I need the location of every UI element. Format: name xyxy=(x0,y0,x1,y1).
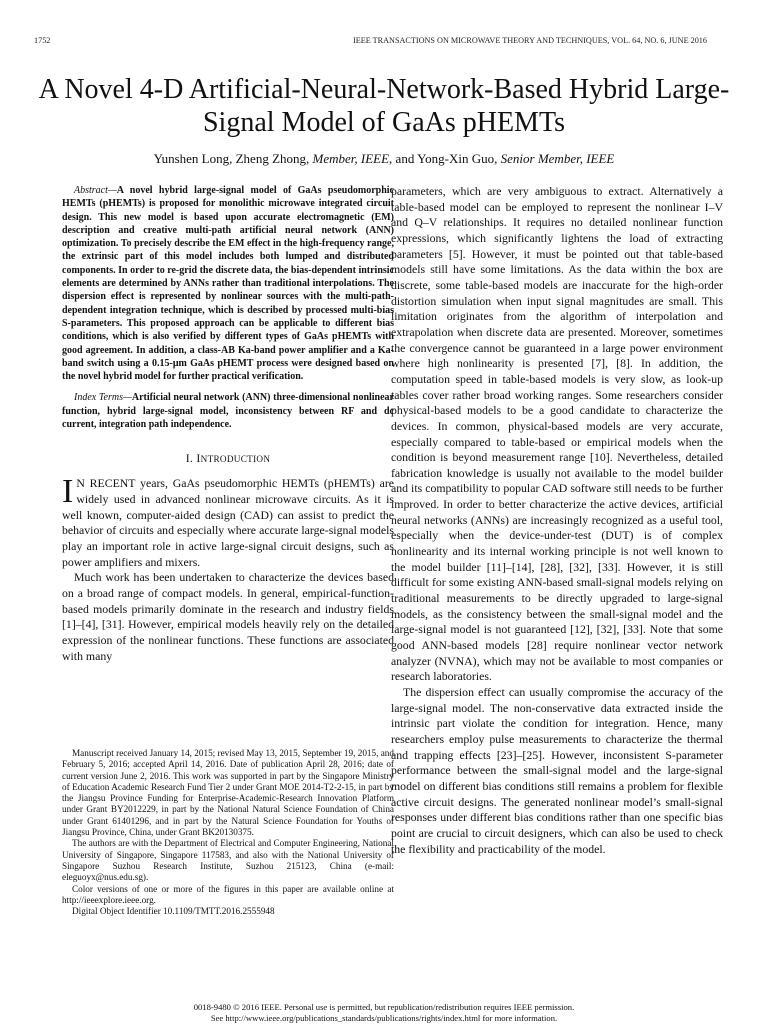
drop-cap: I xyxy=(62,473,74,511)
footnotes xyxy=(62,748,394,917)
abstract xyxy=(62,184,394,383)
author-role-1: Member, IEEE xyxy=(312,151,390,166)
paper-title: A Novel 4-D Artificial-Neural-Network-Based Hybrid Large-Signal Model of GaAs pHEMTs xyxy=(38,74,730,138)
index-terms-label: Index Terms— xyxy=(74,392,132,404)
footnote-doi: Digital Object Identifier 10.1109/TMTT.2016.2555948 xyxy=(72,906,275,917)
copyright-line-1: 0018-9480 © 2016 IEEE. Personal use is permitted, but republication/redistribution requires IEEE permission. xyxy=(193,1002,575,1012)
abstract-text: A novel hybrid large-signal model of GaAs pseudomorphic HEMTs (pHEMTs) is proposed for monolithic microwave integrated circuit design. This new model is based upon accurate electromagnetic (EM) description and creative multi-path artificial neural network (ANN) optimization. To precisely describe the EM effect in the high-frequency range, the extrinsic part of this model includes both lumped and distributed components. In order to re-grid the discrete data, the bias-dependent intrinsic elements are determined by ANNs rather than traditional interpolations. The dispersion effect is represented by nonlinear sources with the multi-path-dependent integration technique, which is described by processed multi-bias S-parameters. This proposed approach can be applicable to different bias conditions, which is also verified by different types of GaAs pHEMTs with good agreement. In addition, a class-AB Ka-band power amplifier and a Ka-band switch using a 0.15-μm GaAs pHEMT process were designed based on the novel hybrid model for further practical verification. xyxy=(62,185,394,383)
section-heading-introduction: I. INTRODUCTION xyxy=(185,451,271,466)
left-column xyxy=(62,184,394,664)
index-terms xyxy=(62,391,394,431)
right-paragraph-1: parameters, which are very ambiguous to extract. Alternatively a table-based model can be employed to represent the nonlinear I–V and Q–V relationships. It requires no detailed nonlinear function expressions, which significantly lightens the load of extracting parameters [5]. However, it must be pointed out that table-based models still have some limitations. As the data within the box are discrete, some table-based models are inaccurate for the high-order distortion simulation when input signal magnitudes are small. This limitation originates from the algorithm of interpolation and extrapolation when discrete data are presented. Moreover, sometimes the convergence cannot be guaranteed in a large power environment where high nonlinearity is presented [7], [8]. In addition, the computation speed in table-based models is very slow, as look-up tables cover rather broad working ranges. Some researchers consider physical-based models to be a good candidate to characterize the devices. In common, physical-based models are very accurate, especially compared to table-based or empirical models when the condition is beyond measurement range [10]. Nevertheless, detailed fabrication knowledge is usually not available to the model builder and its compatibility to popular CAD software still needs to be further improved. In order to better characterize the active devices, artificial neural networks (ANNs) are increasingly recognized as a useful tool, especially when the device-under-test (DUT) is of complex nonlinearity and its internal working principle is not well known to the model builder [11]–[14], [28], [32], [33]. However, it is still difficult for some existing ANN-based small-signal models relying on traditional measurements to be directly upgraded to large-signal models, as the consistency between the small-signal model and the large-signal model is not guaranteed [12], [32], [33]. Note that some good ANN-based models [28] require nonlinear vector network analyzer (NVNA), which may not be available to most companies or research laboratories. xyxy=(391,184,723,684)
page-number: 1752 xyxy=(34,36,51,45)
copyright-line-2: See http://www.ieee.org/publications_standards/publications/rights/index.html for more information. xyxy=(210,1013,558,1024)
footnote-affiliation: The authors are with the Department of Electrical and Computer Engineering, National University of Singapore, Singapore 117583, and also with the National University of Singapore Suzhou Research Institute, Suzhou 215123, China (e-mail: eleguoyx@nus.edu.sg). xyxy=(62,838,394,883)
author-role-2: Senior Member, IEEE xyxy=(500,151,615,166)
running-header: IEEE TRANSACTIONS ON MICROWAVE THEORY AND TECHNIQUES, VOL. 64, NO. 6, JUNE 2016 xyxy=(353,36,707,45)
footnote-manuscript: Manuscript received January 14, 2015; revised May 13, 2015, September 19, 2015, and February 5, 2016; accepted April 14, 2016. Date of publication April 28, 2016; date of current version June 2, 2016. This work was supported in part by the Singapore Ministry of Education Academic Research Fund Tier 2 under Grant MOE 2014-T2-2-15, in part by the Jiangsu Province Funding for Enterprise-Academic-Research Innovation Platform under Grant BY2012229, in part by the National Natural Science Foundation of China under Grant 61401296, and in part by the Natural Science Foundation for Youths of Jiangsu Province, China, under Grant BK20130375. xyxy=(62,748,394,838)
footnote-color: Color versions of one or more of the figures in this paper are available online at http://ieeexplore.ieee.org. xyxy=(62,883,394,905)
copyright-notice xyxy=(30,1002,738,1025)
author-names-2: , and Yong-Xin Guo, xyxy=(389,151,501,166)
author-line xyxy=(30,151,738,167)
abstract-label: Abstract— xyxy=(74,185,117,196)
intro-paragraph-2: Much work has been undertaken to characterize the devices based on a broad range of compact models. In general, empirical-function-based models primarily dominate in the research and industry fields [1]–[4], [31]. However, empirical models heavily rely on the detailed expression of the nonlinear functions. These functions are associated with many xyxy=(62,570,394,663)
right-paragraph-2: The dispersion effect can usually compromise the accuracy of the large-signal model. The non-conservative data extracted inside the intrinsic part violate the condition for integration. Hence, many researchers employ pulse measurements to characterize the thermal and trapping effects [23]–[25]. However, inconsistent S-parameter performance between the small-signal model and the large-signal model on different bias conditions still remains a problem for flexible active circuit designs. The generated nonlinear model’s small-signal responses under different bias conditions rather than one specific bias point are crucial to circuit designers, which can also be used to check the flexibility and practicability of the model. xyxy=(391,685,723,856)
right-column xyxy=(391,184,723,857)
author-names-1: Yunshen Long, Zheng Zhong, xyxy=(153,151,313,166)
index-terms-text: Artificial neural network (ANN) three-dimensional nonlinear function, hybrid large-signal model, inconsistency between RF and dc current, integration path independence. xyxy=(62,392,394,431)
intro-paragraph-1: I N RECENT years, GaAs pseudomorphic HEMTs (pHEMTs) are widely used in advanced nonlinear microwave circuits. As it is well known, computer-aided design (CAD) can assist to predict the behavior of circuits and especially where accurate large-signal models play an important role in active large-signal circuit designs, such as power amplifiers and mixers. xyxy=(62,473,394,569)
